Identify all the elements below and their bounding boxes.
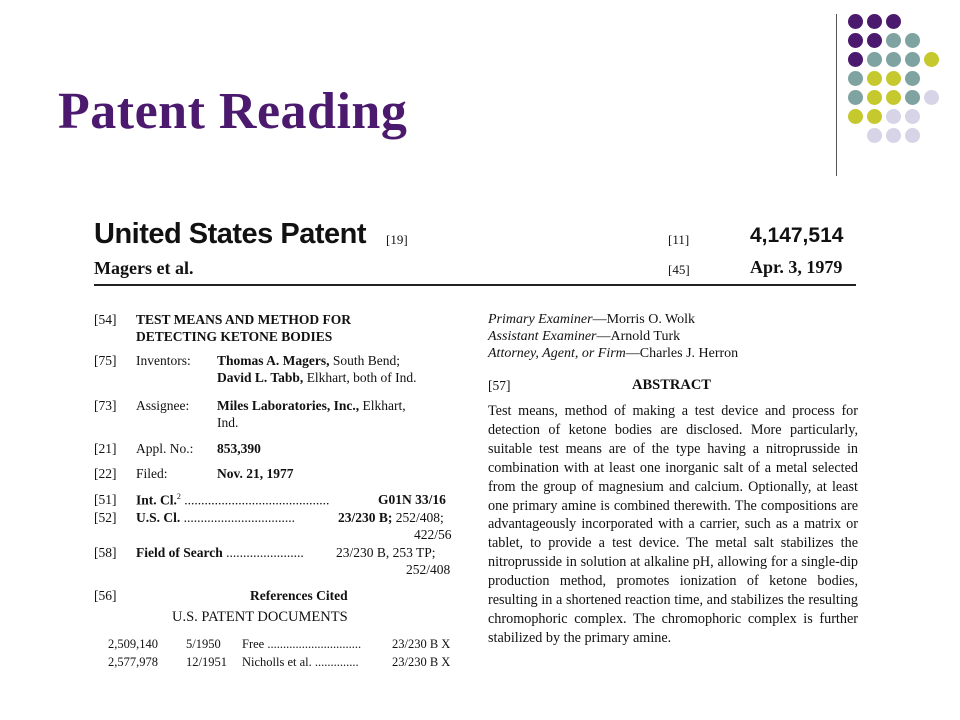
us-cl-label: U.S. Cl. <box>136 510 181 525</box>
inventor-2-place: Elkhart, both of Ind. <box>303 370 417 385</box>
reference-number: 2,577,978 <box>108 655 158 668</box>
decorative-dot-olive <box>867 71 882 86</box>
us-cl-value-rest: 252/408; <box>392 510 444 525</box>
decorative-dot-lavender <box>905 109 920 124</box>
decorative-dot-olive <box>886 90 901 105</box>
inventors-code: [75] <box>94 353 117 368</box>
us-cl-line <box>136 510 295 526</box>
patent-number-code: [11] <box>668 232 690 247</box>
patent-date-code: [45] <box>668 262 690 277</box>
filed-code: [22] <box>94 466 117 481</box>
int-cl-sup: 2 <box>176 492 181 501</box>
us-cl-value <box>338 510 444 526</box>
reference-name: Nicholls et al. .............. <box>242 655 359 668</box>
us-cl-code: [52] <box>94 510 117 525</box>
decorative-dot-purple <box>848 33 863 48</box>
patent-number: 4,147,514 <box>750 224 844 247</box>
assignee-label: Assignee: <box>136 398 190 413</box>
int-cl-label: Int. Cl. <box>136 492 177 508</box>
attorney <box>488 346 738 362</box>
field-search-value: 23/230 B, 253 TP; <box>336 545 436 560</box>
inventor-2-name: David L. Tabb, <box>217 370 304 385</box>
us-cl-line2: 422/56 <box>414 527 452 542</box>
primary-examiner <box>488 312 695 328</box>
decorative-dot-purple <box>886 14 901 29</box>
decorative-dot-lavender <box>905 128 920 143</box>
abstract-heading: ABSTRACT <box>632 377 711 393</box>
decorative-dot-olive <box>867 90 882 105</box>
reference-number: 2,509,140 <box>108 637 158 651</box>
assignee-city: Elkhart, <box>359 398 406 413</box>
references-subheading: U.S. PATENT DOCUMENTS <box>172 609 348 625</box>
patent-authors: Magers et al. <box>94 258 194 278</box>
inventors-line2 <box>217 370 417 386</box>
abstract-text: Test means, method of making a test device and process for detection of ketone bodies are disclosed. More particularly, suitable test means are of the type having a nitroprusside in combination with at least one inorganic salt of a metal selected from the group of magnesium and calcium. Optionally, at least one primary amine is combined therewith. The compositions are advantageously incorporated with a carrier, such as a matrix or tablet, to provide a test device. The metal salt stabilizes the nitroprusside in solution at alkaline pH, allowing for a single-dip production method, promotes ionization of ketone bodies, resulting in a shortened reaction time, and stabilizes the resulting chromophoric complex. The chromophoric complex is further stabilized by the primary amine. <box>488 403 858 646</box>
inventors-label: Inventors: <box>136 353 191 368</box>
reference-date: 12/1951 <box>186 655 227 668</box>
field-search-line2: 252/408 <box>406 562 451 577</box>
decorative-dot-purple <box>848 52 863 67</box>
int-cl-line <box>136 492 329 509</box>
references-heading: References Cited <box>250 588 348 603</box>
assistant-examiner <box>488 329 680 345</box>
filed-label: Filed: <box>136 466 168 481</box>
decorative-dot-purple <box>867 14 882 29</box>
abstract-code: [57] <box>488 378 511 393</box>
primary-examiner-name: —Morris O. Wolk <box>592 312 696 327</box>
decorative-dot-olive <box>867 109 882 124</box>
decorative-dot-teal <box>867 52 882 67</box>
attorney-label: Attorney, Agent, or Firm <box>488 346 626 361</box>
inventor-1-place: South Bend; <box>329 353 401 368</box>
appl-code: [21] <box>94 441 117 456</box>
decorative-dot-olive <box>848 109 863 124</box>
header-rule <box>94 284 856 286</box>
title-field-line2: DETECTING KETONE BODIES <box>136 329 333 344</box>
patent-document <box>60 212 870 668</box>
patent-date: Apr. 3, 1979 <box>750 257 843 277</box>
decorative-dot-lavender <box>886 109 901 124</box>
reference-class: 23/230 B X <box>392 655 451 668</box>
decorative-dot-olive <box>886 71 901 86</box>
decorative-dot-lavender <box>886 128 901 143</box>
field-search-label: Field of Search <box>136 545 223 560</box>
reference-row <box>108 637 468 653</box>
appl-label: Appl. No.: <box>136 441 194 456</box>
decorative-dot-teal <box>886 33 901 48</box>
appl-value: 853,390 <box>217 441 261 456</box>
assignee-line2: Ind. <box>217 415 239 430</box>
assignee-name: Miles Laboratories, Inc., <box>217 398 360 413</box>
us-cl-dots: ................................. <box>180 510 296 525</box>
decorative-dot-teal <box>848 71 863 86</box>
decorative-dot-purple <box>848 14 863 29</box>
decorative-dot-teal <box>905 52 920 67</box>
inventors-line1 <box>217 353 400 369</box>
assignee-line1 <box>217 398 406 414</box>
reference-name: Free .............................. <box>242 637 362 651</box>
decorative-dot-teal <box>905 90 920 105</box>
us-cl-value-primary: 23/230 B; <box>338 510 393 525</box>
int-cl-dots: ........................................... <box>180 492 330 508</box>
decorative-dot-lavender <box>924 90 939 105</box>
decorative-dot-teal <box>886 52 901 67</box>
reference-row <box>108 655 468 668</box>
int-cl-code: [51] <box>94 492 117 507</box>
patent-header-title-code: [19] <box>386 232 408 247</box>
title-field-code: [54] <box>94 312 117 327</box>
field-search-code: [58] <box>94 545 117 560</box>
decorative-dot-purple <box>867 33 882 48</box>
attorney-name: —Charles J. Herron <box>625 346 739 361</box>
primary-examiner-label: Primary Examiner <box>488 312 593 327</box>
decorative-dot-teal <box>848 90 863 105</box>
vertical-divider <box>836 14 837 176</box>
title-field-line1: TEST MEANS AND METHOD FOR <box>136 312 352 327</box>
assistant-examiner-label: Assistant Examiner <box>488 329 597 344</box>
inventor-1-name: Thomas A. Magers, <box>217 353 330 368</box>
decorative-dot-teal <box>905 33 920 48</box>
patent-header-title: United States Patent <box>94 218 366 250</box>
assignee-code: [73] <box>94 398 117 413</box>
decorative-dot-lavender <box>867 128 882 143</box>
references-code: [56] <box>94 588 117 603</box>
filed-value: Nov. 21, 1977 <box>217 466 294 481</box>
reference-date: 5/1950 <box>186 637 221 651</box>
int-cl-value: G01N 33/16 <box>378 492 446 507</box>
assistant-examiner-name: —Arnold Turk <box>596 329 681 344</box>
slide-title: Patent Reading <box>58 83 408 140</box>
decorative-dot-olive <box>924 52 939 67</box>
field-search-dots: ....................... <box>222 545 304 560</box>
decorative-dot-teal <box>905 71 920 86</box>
field-search-line <box>136 545 304 561</box>
reference-class: 23/230 B X <box>392 637 451 651</box>
